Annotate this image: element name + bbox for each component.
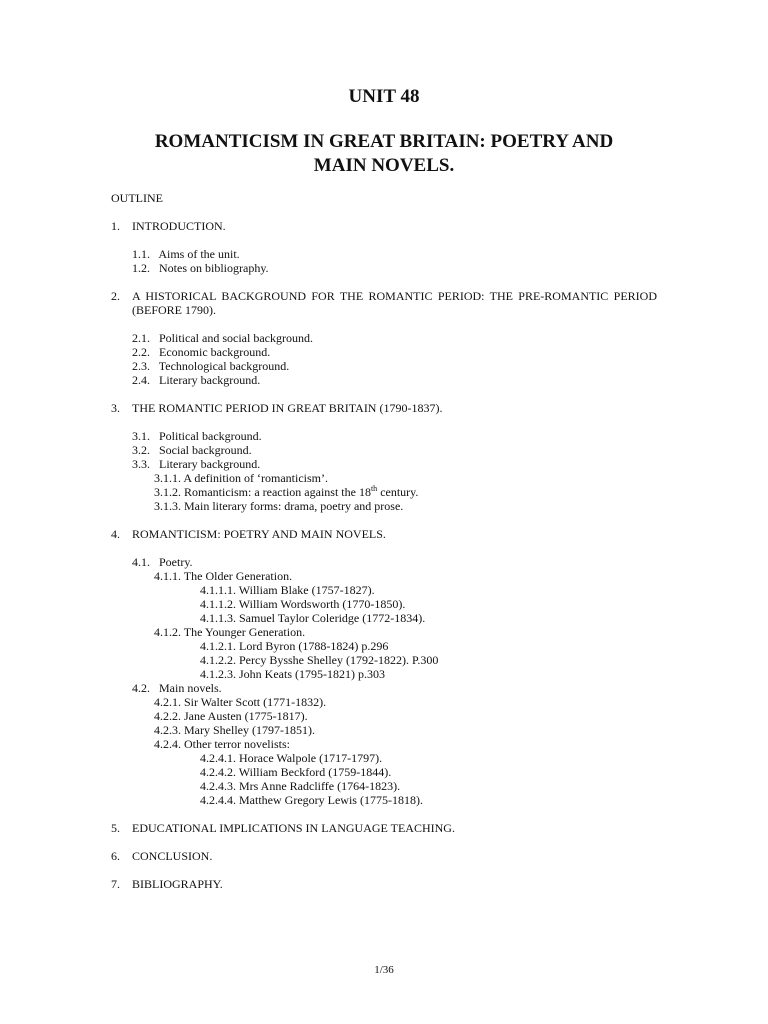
- subsubsection-item: 4.2.1. Sir Walter Scott (1771-1832).: [154, 695, 327, 709]
- section-title: A HISTORICAL BACKGROUND FOR THE ROMANTIC PERIOD: THE PRE-ROMANTIC PERIOD (BEFORE 1790).: [132, 289, 657, 317]
- section-number: 6.: [111, 849, 120, 863]
- unit-title: UNIT 48: [348, 86, 420, 107]
- section-title: CONCLUSION.: [132, 849, 213, 863]
- page-title-line-1: ROMANTICISM IN GREAT BRITAIN: POETRY AND: [154, 131, 614, 152]
- section-heading: [111, 289, 657, 317]
- section-heading: [111, 219, 657, 233]
- outline-entry: 4.1.1.2. William Wordsworth (1770-1850).: [200, 597, 406, 611]
- section-2: [111, 289, 657, 387]
- section-number: 4.: [111, 527, 120, 541]
- section-4: [111, 527, 657, 807]
- section-6: [111, 849, 657, 863]
- section-1: [111, 219, 657, 275]
- section-title: BIBLIOGRAPHY.: [132, 877, 223, 891]
- subsection-item: 3.3. Literary background.: [132, 457, 261, 471]
- section-number: 3.: [111, 401, 120, 415]
- subsection-item: 1.2. Notes on bibliography.: [132, 261, 269, 275]
- section-7: [111, 877, 657, 891]
- section-title: THE ROMANTIC PERIOD IN GREAT BRITAIN (1790-1837).: [132, 401, 443, 415]
- outline-entry: 4.1.1.1. William Blake (1757-1827).: [200, 583, 375, 597]
- outline-entry: 4.2.4.3. Mrs Anne Radcliffe (1764-1823).: [200, 779, 401, 793]
- outline-entry: 4.1.2.1. Lord Byron (1788-1824) p.296: [200, 639, 389, 653]
- outline-entry: 4.1.2.3. John Keats (1795-1821) p.303: [200, 667, 385, 681]
- section-heading: [111, 527, 657, 541]
- outline-entry: 4.2.4.1. Horace Walpole (1717-1797).: [200, 751, 383, 765]
- subsubsection-text: century.: [377, 485, 419, 499]
- subsection-item: 3.2. Social background.: [132, 443, 252, 457]
- section-3: [111, 401, 657, 513]
- outline-entry: 4.1.2.2. Percy Bysshe Shelley (1792-1822). P.300: [200, 653, 439, 667]
- section-title: INTRODUCTION.: [132, 219, 226, 233]
- outline-label: OUTLINE: [111, 191, 163, 205]
- section-number: 2.: [111, 289, 120, 303]
- subsubsection-item: 4.2.4. Other terror novelists:: [154, 737, 290, 751]
- page-number: 1/36: [374, 964, 394, 976]
- subsubsection-item: 4.1.2. The Younger Generation.: [154, 625, 306, 639]
- subsubsection-item: 4.2.2. Jane Austen (1775-1817).: [154, 709, 308, 723]
- subsubsection-item: 3.1.1. A definition of ‘romanticism’.: [154, 471, 328, 485]
- subsection-item: 4.1. Poetry.: [132, 555, 193, 569]
- subsection-list: [111, 555, 657, 807]
- page-title-line-2: MAIN NOVELS.: [313, 155, 455, 176]
- subsection-list: [111, 429, 657, 513]
- subsubsection-item: 4.1.1. The Older Generation.: [154, 569, 293, 583]
- subsection-item: 3.1. Political background.: [132, 429, 262, 443]
- subsection-item: 2.2. Economic background.: [132, 345, 271, 359]
- subsubsection-item: 3.1.3. Main literary forms: drama, poetry and prose.: [154, 499, 404, 513]
- section-heading: [111, 821, 657, 835]
- subsection-list: [111, 247, 657, 275]
- subsection-item: 4.2. Main novels.: [132, 681, 222, 695]
- section-heading: [111, 877, 657, 891]
- section-heading: [111, 401, 657, 415]
- outline-entry: 4.2.4.4. Matthew Gregory Lewis (1775-1818).: [200, 793, 423, 807]
- page-title: [110, 130, 658, 178]
- section-title: EDUCATIONAL IMPLICATIONS IN LANGUAGE TEACHING.: [132, 821, 455, 835]
- subsubsection-item: [111, 485, 657, 499]
- section-number: 1.: [111, 219, 120, 233]
- section-number: 5.: [111, 821, 120, 835]
- outline: [111, 191, 657, 891]
- section-number: 7.: [111, 877, 120, 891]
- subsection-list: [111, 331, 657, 387]
- subsubsection-item: 4.2.3. Mary Shelley (1797-1851).: [154, 723, 315, 737]
- subsection-item: 1.1. Aims of the unit.: [132, 247, 240, 261]
- section-title: ROMANTICISM: POETRY AND MAIN NOVELS.: [132, 527, 386, 541]
- subsubsection-text: 3.1.2. Romanticism: a reaction against the 18: [154, 485, 371, 499]
- outline-entry: 4.1.1.3. Samuel Taylor Coleridge (1772-1834).: [200, 611, 426, 625]
- superscript: th: [370, 484, 378, 493]
- outline-entry: 4.2.4.2. William Beckford (1759-1844).: [200, 765, 392, 779]
- subsection-item: 2.1. Political and social background.: [132, 331, 313, 345]
- subsection-item: 2.4. Literary background.: [132, 373, 261, 387]
- section-heading: [111, 849, 657, 863]
- section-5: [111, 821, 657, 835]
- subsection-item: 2.3. Technological background.: [132, 359, 290, 373]
